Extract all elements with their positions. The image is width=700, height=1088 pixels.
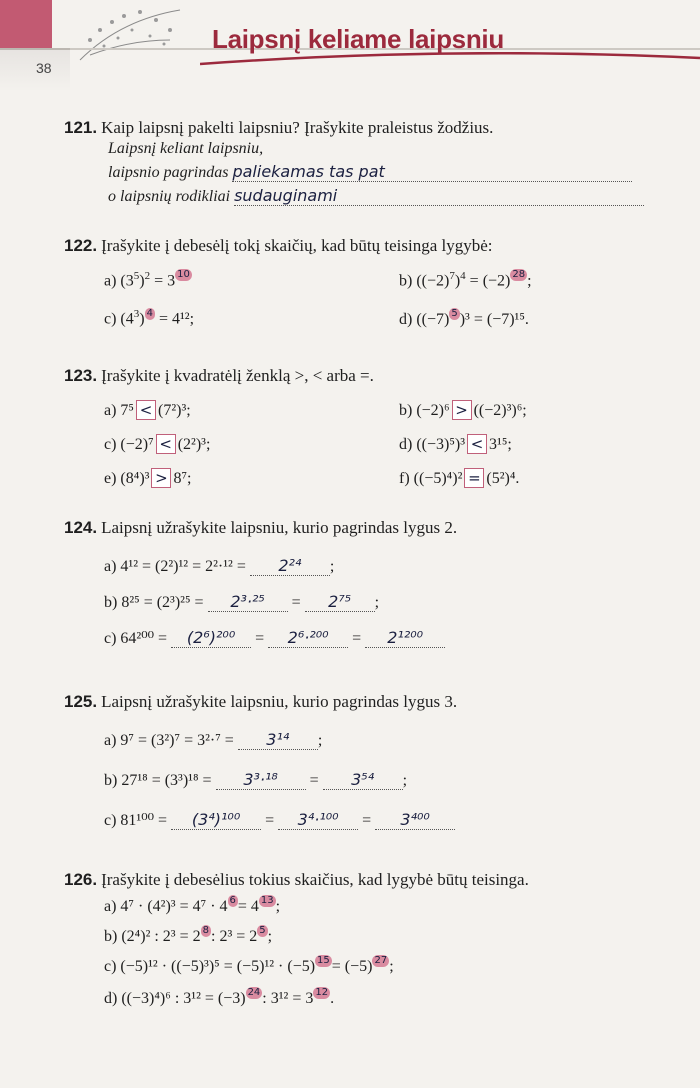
equation-d xyxy=(104,987,694,1008)
equation-a xyxy=(104,270,399,290)
answer-blank[interactable]: 2⁷⁵ xyxy=(305,592,375,612)
expr-text: b) ((−2) xyxy=(399,272,450,290)
answer-cloud[interactable]: 24 xyxy=(247,987,261,998)
expr-text: a) 7⁵ xyxy=(104,402,135,419)
sign-box[interactable]: < xyxy=(467,434,487,454)
equation-a xyxy=(104,895,694,916)
page-number-box xyxy=(0,48,70,92)
expr-text: = 4¹²; xyxy=(154,310,195,328)
expr-text: b) 27¹⁸ = (3³)¹⁸ = xyxy=(104,772,212,789)
expr-text: e) (8⁴)³ xyxy=(104,470,150,487)
equation-c xyxy=(104,955,694,976)
page-header xyxy=(0,0,700,92)
conversion-c: c) 64²⁰⁰ = (2⁶)²⁰⁰ = 2⁶·²⁰⁰ = 2¹²⁰⁰ xyxy=(104,628,694,648)
expr-text: ; xyxy=(267,928,273,945)
expr-text: ) xyxy=(139,310,145,328)
exercise-number: 122. xyxy=(64,236,98,255)
sign-box[interactable]: > xyxy=(151,468,171,488)
comparison-f xyxy=(399,468,694,488)
page-title: Laipsnį keliame laipsniu xyxy=(212,24,504,54)
sign-box[interactable]: < xyxy=(156,434,176,454)
equation-c xyxy=(104,308,399,328)
title-swoosh xyxy=(200,52,700,72)
expr-text: : 3¹² = 3 xyxy=(262,990,314,1007)
exercise-number: 126. xyxy=(64,870,98,889)
answer-blank[interactable]: 2³·²⁵ xyxy=(208,592,288,612)
conversion-a xyxy=(104,556,694,576)
equation-b xyxy=(399,270,694,290)
expr-text: 3¹⁵; xyxy=(489,436,512,453)
expr-text: ; xyxy=(374,594,380,611)
answer-cloud[interactable]: 10 xyxy=(177,269,190,281)
answer-blank[interactable]: sudauginami xyxy=(234,186,644,206)
expr-text: ; xyxy=(275,898,281,915)
expr-text: d) ((−3)⁵)³ xyxy=(399,436,466,453)
exercise-number: 125. xyxy=(64,692,98,711)
expr-text: ; xyxy=(329,558,335,575)
expr-text: = (−5) xyxy=(331,958,373,975)
equation-b xyxy=(104,925,694,946)
comparison-e xyxy=(104,468,399,488)
expr-text: ; xyxy=(317,732,323,749)
conversion-b: b) 27¹⁸ = (3³)¹⁸ = 3³·¹⁸ = 3⁵⁴ ; xyxy=(104,770,408,789)
expr-text: b) 8²⁵ = (2³)²⁵ = xyxy=(104,594,204,611)
expr-text: ) xyxy=(139,272,145,290)
exercise-prompt: Laipsnį užrašykite laipsniu, kurio pagrindas lygus 2. xyxy=(101,518,458,537)
comparison-d xyxy=(399,434,694,454)
expr-text: (5²)⁴. xyxy=(486,470,520,487)
exponent: 4 xyxy=(460,270,466,282)
answer-cloud[interactable]: 12 xyxy=(315,987,329,998)
answer-blank[interactable]: 2²⁴ xyxy=(250,556,330,576)
answer-blank[interactable]: 3¹⁴ xyxy=(238,730,318,750)
exercise-122 xyxy=(64,236,694,366)
answer-blank[interactable]: 3⁴⁰⁰ xyxy=(375,810,455,830)
rule-line-3 xyxy=(108,186,694,206)
expr-text: c) (4 xyxy=(104,310,134,328)
conversion-a xyxy=(104,730,694,750)
exercise-prompt: Įrašykite į debesėlius tokius skaičius, kad lygybė būtų teisinga. xyxy=(101,870,529,889)
expr-text: d) ((−3)⁴)⁶ : 3¹² = (−3) xyxy=(104,990,246,1007)
exercise-prompt: Kaip laipsnį pakelti laipsniu? Įrašykite praleistus žodžius. xyxy=(101,118,494,137)
sign-box[interactable]: = xyxy=(464,468,484,488)
expr-text: c) (−5)¹² · ((−5)³)⁵ = (−5)¹² · (−5) xyxy=(104,958,316,975)
exercise-prompt: Įrašykite į kvadratėlį ženklą >, < arba =. xyxy=(101,366,374,385)
expr-text: (7²)³; xyxy=(158,402,191,419)
page-number: 38 xyxy=(36,60,52,76)
answer-blank[interactable]: paliekamas tas pat xyxy=(232,162,632,182)
exercise-number: 124. xyxy=(64,518,98,537)
answer-blank[interactable]: 3³·¹⁸ xyxy=(216,770,306,790)
expr-text: a) 4⁷ · (4²)³ = 4⁷ · 4 xyxy=(104,898,228,915)
expr-text: 8⁷; xyxy=(173,470,192,487)
answer-blank[interactable]: 2⁶·²⁰⁰ xyxy=(268,628,348,648)
expr-text: c) 64²⁰⁰ = xyxy=(104,630,168,647)
answer-cloud[interactable]: 27 xyxy=(374,955,388,966)
expr-text: ) xyxy=(454,272,461,290)
corner-decoration xyxy=(0,0,52,48)
expr-text: = (−2) xyxy=(465,272,511,290)
rule-line-2 xyxy=(108,162,694,182)
answer-blank[interactable]: 3⁴·¹⁰⁰ xyxy=(278,810,358,830)
exercise-121 xyxy=(64,118,694,236)
expr-text: b) (−2)⁶ xyxy=(399,402,450,419)
answer-cloud[interactable]: 4 xyxy=(146,307,153,319)
expr-text: = 4 xyxy=(237,898,259,915)
expr-text: b) (2⁴)² : 2³ = 2 xyxy=(104,928,201,945)
conversion-c: c) 81¹⁰⁰ = (3⁴)¹⁰⁰ = 3⁴·¹⁰⁰ = 3⁴⁰⁰ xyxy=(104,810,694,830)
expr-text: a) 4¹² = (2²)¹² = 2²·¹² = xyxy=(104,558,246,575)
comparison-a xyxy=(104,400,399,420)
exponent: 5 xyxy=(133,270,140,282)
exercise-prompt: Įrašykite į debesėlį tokį skaičių, kad būtų teisinga lygybė: xyxy=(101,236,493,255)
expr-text: )³ = (−7)¹⁵. xyxy=(459,310,529,328)
expr-text: : 2³ = 2 xyxy=(211,928,258,945)
expr-text: ; xyxy=(527,272,532,290)
expr-text: = 3 xyxy=(150,272,176,290)
answer-blank[interactable]: 2¹²⁰⁰ xyxy=(365,628,445,648)
expr-text: d) ((−7) xyxy=(399,310,450,328)
exercise-126 xyxy=(64,870,694,1060)
answer-cloud[interactable]: 5 xyxy=(451,307,458,319)
expr-text: ; xyxy=(402,772,408,789)
expr-text: c) (−2)⁷ xyxy=(104,436,154,453)
expr-text: ; xyxy=(389,958,394,975)
equation-d xyxy=(399,307,694,329)
expr-text: a) 9⁷ = (3²)⁷ = 3²·⁷ = xyxy=(104,732,234,749)
answer-cloud[interactable]: 5 xyxy=(259,925,266,936)
rule-line-1: Laipsnį keliant laipsniu, xyxy=(108,140,264,157)
answer-blank[interactable]: 3⁵⁴ xyxy=(323,770,403,790)
exponent: 2 xyxy=(144,270,151,282)
exercise-number: 121. xyxy=(64,118,98,137)
exercise-123 xyxy=(64,366,694,518)
exercise-prompt: Laipsnį užrašykite laipsniu, kurio pagrindas lygus 3. xyxy=(101,692,458,711)
answer-cloud[interactable]: 28 xyxy=(512,269,526,281)
flower-sprig-illustration xyxy=(60,0,200,70)
answer-cloud[interactable]: 8 xyxy=(202,925,209,936)
exponent: 3 xyxy=(133,308,140,321)
conversion-b: b) 8²⁵ = (2³)²⁵ = 2³·²⁵ = 2⁷⁵ ; xyxy=(104,592,380,611)
comparison-b xyxy=(399,400,694,420)
exercise-124 xyxy=(64,518,694,692)
expr-text: . xyxy=(330,990,335,1007)
answer-blank[interactable]: (3⁴)¹⁰⁰ xyxy=(171,810,261,830)
expr-text: f) ((−5)⁴)² xyxy=(399,470,463,487)
expr-text: (2²)³; xyxy=(177,436,211,453)
expr-text: ((−2)³)⁶; xyxy=(473,402,527,419)
sign-box[interactable]: > xyxy=(452,400,472,420)
exercise-list xyxy=(64,118,694,1060)
expr-text: a) (3 xyxy=(104,272,134,290)
expr-text: c) 81¹⁰⁰ = xyxy=(104,812,168,829)
exercise-125 xyxy=(64,692,694,870)
answer-cloud[interactable]: 15 xyxy=(317,955,330,966)
comparison-c xyxy=(104,434,399,454)
sign-box[interactable]: < xyxy=(136,400,156,420)
rule-label: laipsnio pagrindas xyxy=(108,164,229,181)
exponent: 7 xyxy=(449,270,455,282)
answer-cloud[interactable]: 6 xyxy=(229,895,236,906)
answer-blank[interactable]: (2⁶)²⁰⁰ xyxy=(171,628,251,648)
exercise-number: 123. xyxy=(64,366,98,385)
answer-cloud[interactable]: 13 xyxy=(260,895,274,906)
rule-label: o laipsnių rodikliai xyxy=(108,188,231,205)
